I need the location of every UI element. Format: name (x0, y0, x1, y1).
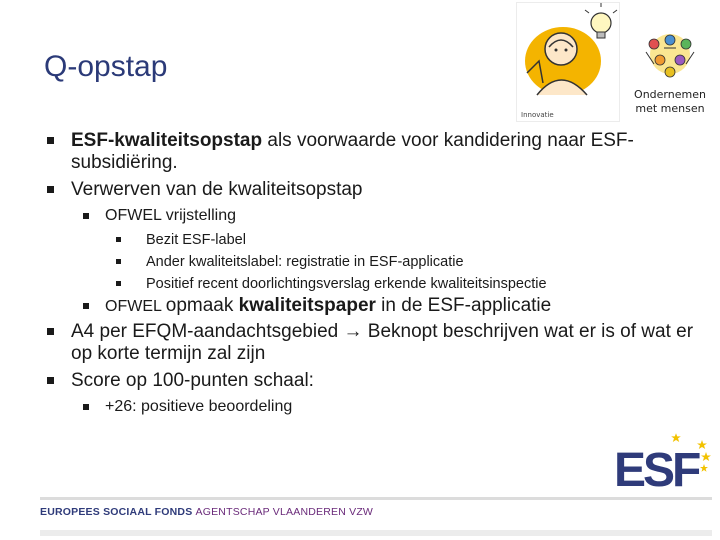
slide-body (44, 130, 694, 421)
sub-bullet-item (44, 397, 694, 417)
bullet-text: OFWEL vrijstelling (105, 207, 236, 224)
esf-logo-text: ESF (614, 444, 699, 490)
people-group-icon (624, 30, 716, 86)
bullet-text: Ander kwaliteitslabel: registratie in ESF-applicatie (146, 254, 464, 270)
square-bullet-icon (47, 137, 54, 144)
bullet-text: A4 per EFQM-aandachtsgebied (71, 321, 344, 342)
footer-bar (40, 530, 712, 536)
square-bullet-icon (116, 281, 121, 286)
bullet-text: opmaak (165, 295, 239, 316)
entrepreneurship-caption-2: met mensen (635, 102, 705, 115)
sub-bullet-item (44, 296, 694, 317)
esf-logo (612, 430, 712, 490)
square-bullet-icon (116, 259, 121, 264)
square-bullet-icon (83, 213, 89, 219)
sub-sub-bullet-item (44, 252, 694, 272)
slide-title: Q-opstap (44, 50, 168, 83)
bullet-text: OFWEL (105, 298, 166, 315)
square-bullet-icon (116, 237, 121, 242)
square-bullet-icon (47, 328, 54, 335)
bullet-text: Beknopt beschrijven wat er is of wat er op korte termijn zal zijn (71, 321, 694, 364)
innovation-caption: Innovatie (521, 111, 554, 119)
bullet-text: als voorwaarde voor kandidering naar ESF-subsidiëring. (71, 130, 634, 173)
thinking-person-icon (517, 3, 619, 107)
bullet-text: Score op 100-punten schaal: (71, 370, 314, 391)
innovation-illustration (516, 2, 620, 122)
bullet-text: Bezit ESF-label (146, 232, 246, 248)
footer-accent-text: AGENTSCHAP VLAANDEREN VZW (195, 506, 374, 518)
bullet-text: Positief recent doorlichtingsverslag erkende kwaliteitsinspectie (146, 276, 547, 292)
sub-sub-bullet-item (44, 230, 694, 250)
entrepreneurship-illustration (624, 30, 716, 120)
sub-sub-bullet-item (44, 274, 694, 294)
arrow-right-icon: → (343, 321, 363, 342)
bullet-text: Verwerven van de kwaliteitsopstap (71, 179, 363, 200)
bullet-item (44, 130, 694, 174)
square-bullet-icon (83, 303, 89, 309)
bullet-text: +26: positieve beoordeling (105, 398, 293, 415)
square-bullet-icon (83, 404, 89, 410)
bullet-bold-text: ESF-kwaliteitsopstap (71, 130, 263, 151)
square-bullet-icon (47, 186, 54, 193)
sub-bullet-item (44, 206, 694, 226)
entrepreneurship-caption-1: Ondernemen (634, 88, 706, 101)
bullet-item (44, 321, 694, 365)
bullet-item (44, 179, 694, 201)
footer-divider (40, 497, 712, 500)
bullet-bold-text: kwaliteitspaper (238, 295, 376, 316)
footer-organization (40, 506, 373, 518)
square-bullet-icon (47, 377, 54, 384)
footer-main-text: EUROPEES SOCIAAL FONDS (40, 506, 193, 518)
bullet-item (44, 370, 694, 392)
bullet-text: in de ESF-applicatie (375, 295, 552, 316)
